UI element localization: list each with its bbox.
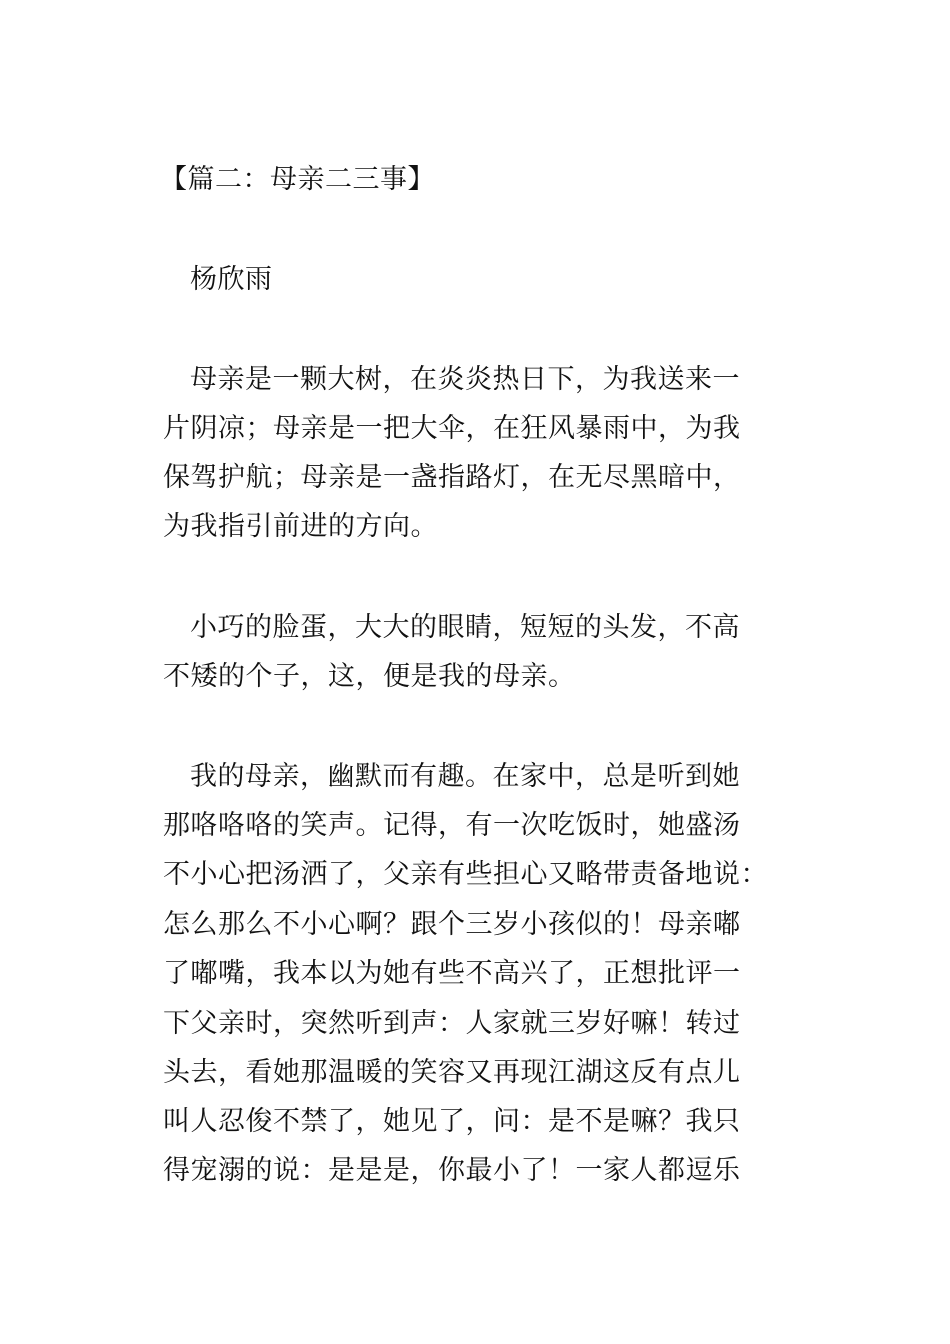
paragraph-line: 我的母亲，幽默而有趣。在家中，总是听到她 xyxy=(190,761,740,792)
document-title: 【篇二：母亲二三事】 xyxy=(160,164,435,195)
paragraph-line: 得宠溺的说：是是是，你最小了！一家人都逗乐 xyxy=(163,1155,741,1186)
paragraph-line: 那咯咯咯的笑声。记得，有一次吃饭时，她盛汤 xyxy=(163,810,741,841)
document-author: 杨欣雨 xyxy=(190,264,273,295)
paragraph-line: 怎么那么不小心啊？跟个三岁小孩似的！母亲嘟 xyxy=(163,909,741,940)
paragraph-line: 片阴凉；母亲是一把大伞，在狂风暴雨中，为我 xyxy=(163,413,741,444)
paragraph-line: 下父亲时，突然听到声：人家就三岁好嘛！转过 xyxy=(163,1008,741,1039)
paragraph-line: 保驾护航；母亲是一盏指路灯，在无尽黑暗中， xyxy=(163,462,741,493)
paragraph-line: 不矮的个子，这，便是我的母亲。 xyxy=(163,661,576,692)
paragraph-line: 为我指引前进的方向。 xyxy=(163,511,438,542)
paragraph-line: 头去，看她那温暖的笑容又再现江湖这反有点儿 xyxy=(163,1057,741,1088)
paragraph-line: 母亲是一颗大树，在炎炎热日下，为我送来一 xyxy=(190,364,740,395)
paragraph-line: 不小心把汤洒了，父亲有些担心又略带责备地说： xyxy=(163,859,768,890)
paragraph-line: 叫人忍俊不禁了，她见了，问：是不是嘛？我只 xyxy=(163,1106,741,1137)
paragraph-line: 小巧的脸蛋，大大的眼睛，短短的头发，不高 xyxy=(190,612,740,643)
paragraph-line: 了嘟嘴，我本以为她有些不高兴了，正想批评一 xyxy=(163,958,741,989)
